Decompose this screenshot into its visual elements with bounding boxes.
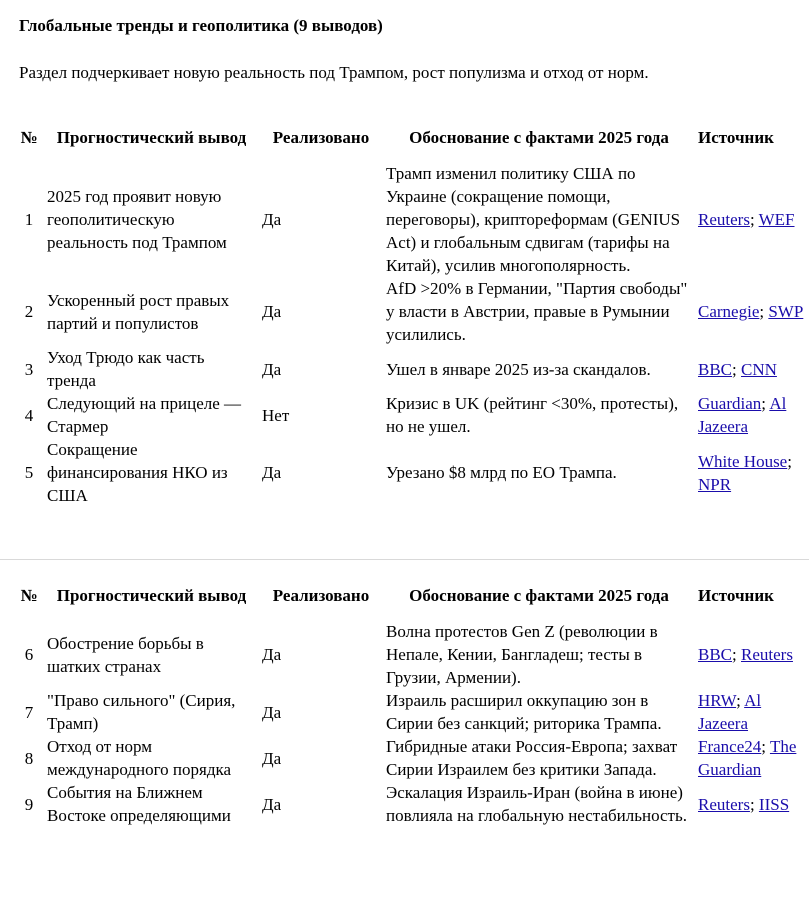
forecast-cell: Обострение борьбы в шатких странах [47,633,204,676]
source-link[interactable]: CNN [741,359,777,379]
rationale-cell: Кризис в UK (рейтинг <30%, протесты), но не ушел. [386,394,679,436]
header-rationale: Обоснование с фактами 2025 года [409,585,669,605]
row-number: 5 [24,463,34,482]
rationale-cell: Урезано $8 млрд по ЕО Трампа. [386,463,617,482]
table-header-row [14,112,809,162]
source-link[interactable]: Reuters [698,794,750,814]
realized-cell: Да [262,210,282,229]
header-num: № [20,585,38,605]
source-separator: ; [761,737,770,756]
header-forecast: Прогностический вывод [56,127,247,147]
table-row [14,620,809,689]
realized-cell: Да [262,748,282,768]
header-forecast: Прогностический вывод [56,585,247,605]
source-cell [695,346,809,392]
table-row [14,438,809,507]
source-separator: ; [736,691,745,710]
source-link[interactable]: Guardian [698,394,762,413]
source-link[interactable]: Carnegie [698,302,760,321]
source-link[interactable]: NPR [698,474,732,494]
source-cell [695,735,809,781]
source-separator: ; [749,794,759,814]
section-intro: Раздел подчеркивает новую реальность под Трампом, рост популизма и отход от норм. [19,63,649,82]
source-link[interactable]: White House [698,451,788,471]
source-cell [695,392,809,438]
row-number: 6 [24,645,34,664]
source-link[interactable]: The Guardian [698,737,797,779]
rationale-cell: Ушел в январе 2025 из-за скандалов. [386,359,651,379]
source-link[interactable]: France24 [698,737,762,756]
forecast-cell: Отход от норм международного порядка [47,737,232,779]
source-link[interactable]: Al Jazeera [698,691,762,733]
source-cell [695,620,809,689]
source-link[interactable]: Al Jazeera [698,394,787,436]
table-row [14,277,809,346]
row-number: 8 [24,748,34,768]
realized-cell: Да [262,645,282,664]
source-cell [695,689,809,735]
row-number: 3 [24,359,34,379]
row-number: 9 [24,794,34,814]
forecast-cell: "Право сильного" (Сирия, Трамп) [47,691,236,733]
source-separator: ; [732,645,742,664]
source-link[interactable]: Reuters [741,645,793,664]
forecast-table-2 [14,570,809,827]
rationale-cell: Трамп изменил политику США по Украине (сокращение помощи, переговоры), криптореформам (GENIUS Act) и глобальным сдвигам (тарифы на Китай), усилив многополярность. [386,164,681,275]
header-num: № [20,127,38,147]
source-separator: ; [759,302,769,321]
section-title: Глобальные тренды и геополитика (9 выводов) [19,16,383,35]
realized-cell: Да [262,302,282,321]
realized-cell: Да [262,702,282,722]
realized-cell: Да [262,794,282,814]
header-source: Источник [698,127,774,147]
row-number: 2 [24,302,34,321]
table-row [14,162,809,277]
source-link[interactable]: BBC [698,359,733,379]
table-row [14,346,809,392]
forecast-cell: 2025 год проявит новую геополитическую реальность под Трампом [47,187,227,252]
forecast-table-1 [14,112,809,507]
source-link[interactable]: BBC [698,645,733,664]
source-link[interactable]: HRW [698,691,737,710]
source-separator: ; [732,359,742,379]
source-link[interactable]: IISS [758,794,790,814]
table-row [14,735,809,781]
realized-cell: Нет [262,405,290,425]
header-source: Источник [698,585,774,605]
source-cell [695,781,809,827]
forecast-cell: Ускоренный рост правых партий и популистов [47,290,230,333]
realized-cell: Да [262,463,282,482]
rationale-cell: Эскалация Израиль-Иран (война в июне) повлияла на глобальную нестабильность. [386,783,687,825]
rationale-cell: Волна протестов Gen Z (революции в Непале, Кении, Бангладеш; тесты в Грузии, Армении). [386,622,658,687]
source-cell [695,277,809,346]
forecast-cell: События на Ближнем Востоке определяющими [47,783,231,825]
row-number: 4 [24,405,34,425]
table-divider [0,559,809,560]
table-header-row [14,570,809,620]
source-cell [695,438,809,507]
rationale-cell: Израиль расширил оккупацию зон в Сирии без санкций; риторика Трампа. [386,691,662,733]
source-separator: ; [761,394,770,413]
table-row [14,689,809,735]
table-row [14,781,809,827]
source-separator: ; [787,451,792,471]
source-separator: ; [749,210,759,229]
header-realized: Реализовано [272,585,370,605]
rationale-cell: Гибридные атаки Россия-Европа; захват Сирии Израилем без критики Запада. [386,737,678,779]
realized-cell: Да [262,359,282,379]
rationale-cell: AfD >20% в Германии, "Партия свободы" у власти в Австрии, правые в Румынии усилились. [386,279,688,344]
forecast-cell: Уход Трюдо как часть тренда [47,348,205,390]
header-realized: Реализовано [272,127,370,147]
row-number: 1 [24,210,34,229]
forecast-cell: Следующий на прицеле — Стармер [47,394,242,436]
source-link[interactable]: Reuters [698,210,750,229]
source-link[interactable]: WEF [758,210,795,229]
table-row [14,392,809,438]
source-link[interactable]: SWP [768,302,804,321]
header-rationale: Обоснование с фактами 2025 года [409,127,669,147]
source-cell [695,162,809,277]
row-number: 7 [24,702,34,722]
forecast-cell: Сокращение финансирования НКО из США [47,440,228,505]
